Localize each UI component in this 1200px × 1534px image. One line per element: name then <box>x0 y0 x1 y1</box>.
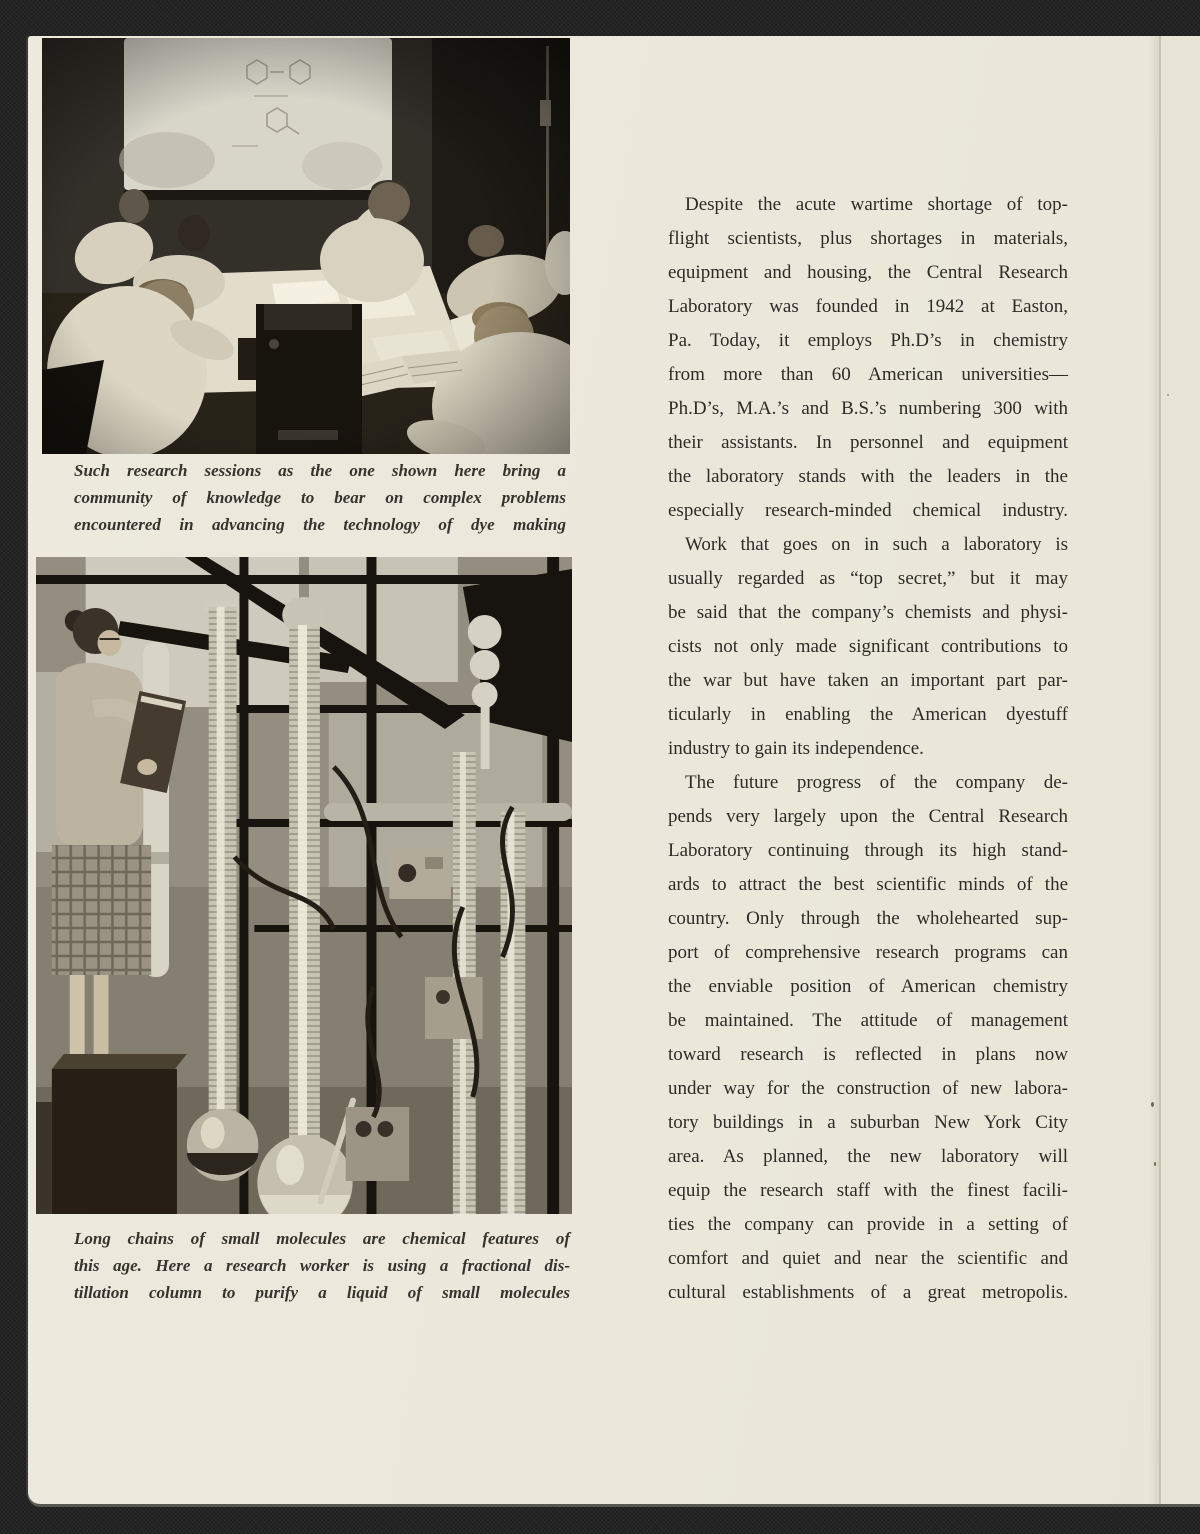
research-session-illustration <box>42 38 570 454</box>
paragraph-laboratory-founding: Despite the acute wartime shortage of top- flight scientists, plus shortages in materials, equipment and housing, the Central Research Laboratory was founded in 1942 at Easton, Pa. Today, it employs Ph.D’s in chemistry from more than 60 American universities— Ph.D’s, M.A.’s and B.S.’s numbering 300 with their assistants. In personnel and equipment the laboratory stands with the leaders in the especially research-minded chemical industry. <box>668 194 1068 521</box>
fractional-distillation-photo <box>36 557 572 1214</box>
next-page-edge <box>1161 36 1200 1504</box>
paragraph-future-progress: The future progress of the company de- pends very largely upon the Central Research Laboratory continuing through its high stand- ards to attract the best scientific minds of the country. Only through the wholehearted sup- port of comprehensive research programs can the enviable position of American chemistry be maintained. The attitude of management toward research is reflected in plans now under way for the construction of new labora- tory buildings in a suburban New York City area. As planned, the new laboratory will equip the research staff with the finest facili- ties the company can provide in a setting of comfort and quiet and near the scientific and cultural establishments of a great metropolis. <box>668 772 1068 1303</box>
paragraph-top-secret-work: Work that goes on in such a laboratory is usually regarded as “top secret,” but it may be said that the company’s chemists and physi- cists not only made significant contributions to the war but have taken an important part par- ticularly in enabling the American dyestuff industry to gain its independence. <box>668 534 1068 759</box>
paper-speck <box>1154 1162 1156 1166</box>
paper-speck <box>1151 1102 1154 1107</box>
article-column <box>668 188 1068 1310</box>
distillation-lab-illustration <box>36 557 572 1214</box>
page <box>28 36 1200 1504</box>
page-edge-line <box>1159 36 1161 1504</box>
research-session-photo <box>42 38 570 454</box>
page-gutter-shade <box>1149 36 1159 1504</box>
photo-caption-research-session: Such research sessions as the one shown here bring a community of knowledge to bear on complex problems encountered in advancing the technology of dye making <box>74 461 566 534</box>
photo-caption-distillation: Long chains of small molecules are chemical features of this age. Here a research worker is using a fractional dis- tillation column to purify a liquid of small molecules <box>74 1229 570 1302</box>
paper-speck <box>1167 394 1169 396</box>
